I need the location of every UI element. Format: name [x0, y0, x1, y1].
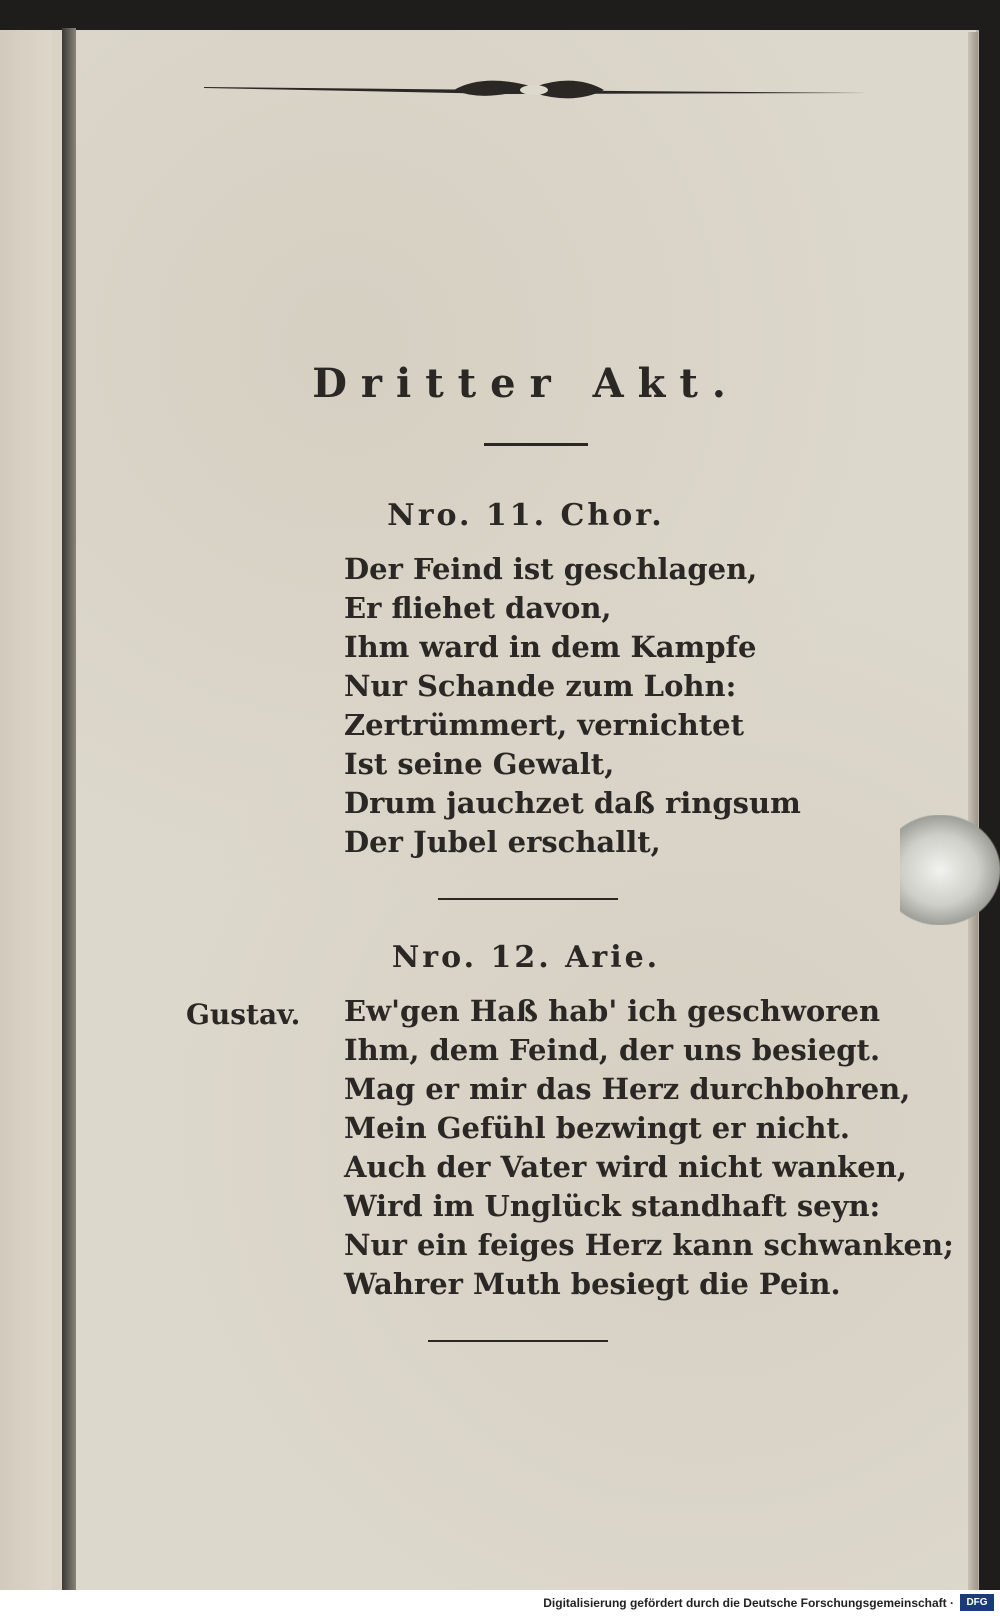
dfg-logo: DFG — [960, 1594, 994, 1611]
bottom-rule — [428, 1340, 608, 1342]
page-edge — [968, 32, 978, 1592]
chor-verse — [344, 550, 801, 862]
speaker-name: Gustav. — [186, 998, 301, 1031]
page-clip — [900, 815, 1000, 925]
section-heading-chor: Nro. 11. Chor. — [387, 498, 665, 533]
act-title: Dritter Akt. — [312, 360, 740, 407]
verse-line: Der Jubel erschallt, — [344, 825, 661, 859]
verse-line: Auch der Vater wird nicht wanken, — [344, 1150, 907, 1184]
book-gutter — [62, 28, 76, 1598]
verse-line: Mein Gefühl bezwingt er nicht. — [344, 1111, 850, 1145]
verse-line: Nur Schande zum Lohn: — [344, 669, 737, 703]
verse-line: Ist seine Gewalt, — [344, 747, 615, 781]
arie-verse — [344, 992, 954, 1304]
verse-line: Zertrümmert, vernichtet — [344, 708, 745, 742]
verse-line: Er fliehet davon, — [344, 591, 612, 625]
verse-line: Nur ein feiges Herz kann schwanken; — [344, 1228, 954, 1262]
previous-page-edge — [0, 30, 64, 1595]
verse-line: Der Feind ist geschlagen, — [344, 552, 758, 586]
verse-line: Ew'gen Haß hab' ich geschworen — [344, 994, 881, 1028]
verse-line: Wahrer Muth besiegt die Pein. — [344, 1267, 841, 1301]
section-heading-arie: Nro. 12. Arie. — [391, 940, 661, 975]
digitization-footer — [0, 1590, 1000, 1616]
title-rule — [484, 443, 588, 446]
verse-line: Mag er mir das Herz durchbohren, — [344, 1072, 911, 1106]
verse-line: Drum jauchzet daß ringsum — [344, 786, 801, 820]
section-rule — [438, 898, 618, 900]
verse-line: Ihm, dem Feind, der uns besiegt. — [344, 1033, 881, 1067]
footer-credit: Digitalisierung gefördert durch die Deutsche Forschungsgemeinschaft · — [543, 1596, 954, 1610]
verse-line: Wird im Unglück standhaft seyn: — [344, 1189, 881, 1223]
verse-line: Ihm ward in dem Kampfe — [344, 630, 757, 664]
ornament-divider — [204, 75, 868, 105]
book-page — [76, 30, 979, 1595]
